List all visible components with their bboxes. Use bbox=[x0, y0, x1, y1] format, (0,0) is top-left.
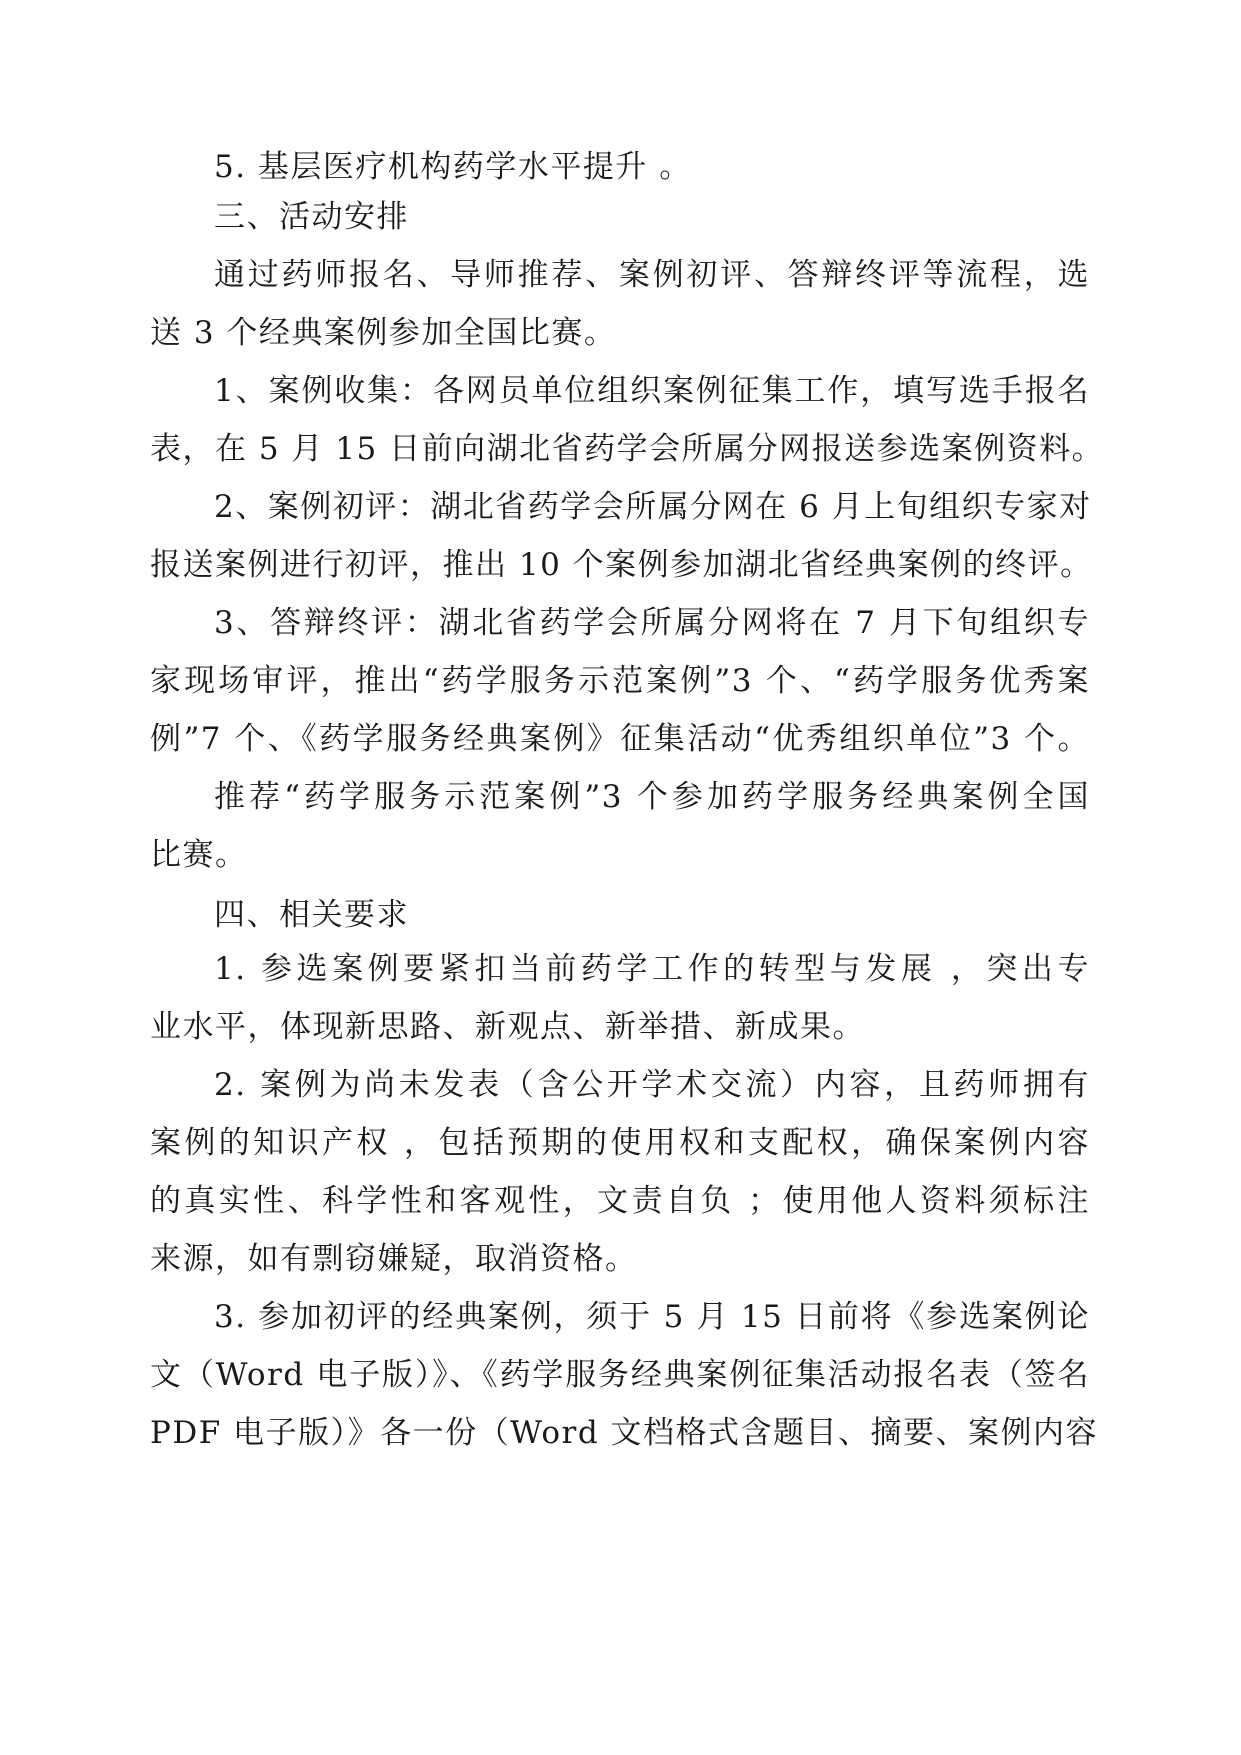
paragraph-line: 3. 参加初评的经典案例，须于 5 月 15 日前将《参选案例论 bbox=[214, 1299, 1090, 1335]
paragraph-line: 2、案例初评：湖北省药学会所属分网在 6 月上旬组织专家对 bbox=[214, 489, 1092, 525]
paragraph-line: 1. 参选案例要紧扣当前药学工作的转型与发展 ，突出专 bbox=[214, 951, 1090, 987]
paragraph-line: 报送案例进行初评，推出 10 个案例参加湖北省经典案例的终评。 bbox=[150, 547, 1093, 583]
paragraph-line: 业水平，体现新思路、新观点、新举措、新成果。 bbox=[150, 1009, 865, 1045]
section-heading-3: 三、活动安排 bbox=[214, 199, 409, 235]
section-heading-4: 四、相关要求 bbox=[214, 897, 409, 933]
paragraph-line: 比赛。 bbox=[150, 837, 248, 873]
paragraph-line: 案例的知识产权 ，包括预期的使用权和支配权，确保案例内容 bbox=[150, 1125, 1090, 1161]
paragraph-line: 文（Word 电子版）》、《药学服务经典案例征集活动报名表（签名 bbox=[150, 1357, 1090, 1393]
paragraph-line: 表，在 5 月 15 日前向湖北省药学会所属分网报送参选案例资料。 bbox=[150, 431, 1105, 467]
list-item-5: 5. 基层医疗机构药学水平提升 。 bbox=[214, 149, 692, 185]
paragraph-line: 来源，如有剽窃嫌疑，取消资格。 bbox=[150, 1241, 638, 1277]
paragraph-line: 推荐“药学服务示范案例”3 个参加药学服务经典案例全国 bbox=[214, 779, 1090, 815]
paragraph-line: 通过药师报名、导师推荐、案例初评、答辩终评等流程，选 bbox=[214, 257, 1090, 293]
paragraph-line: 家现场审评，推出“药学服务示范案例”3 个、“药学服务优秀案 bbox=[150, 663, 1090, 699]
paragraph-line: 例”7 个、《药学服务经典案例》征集活动“优秀组织单位”3 个。 bbox=[150, 721, 1090, 757]
paragraph-line: PDF 电子版）》各一份（Word 文档格式含题目、摘要、案例内容 bbox=[150, 1415, 1099, 1451]
paragraph-line: 送 3 个经典案例参加全国比赛。 bbox=[150, 315, 617, 351]
paragraph-line: 2. 案例为尚未发表（含公开学术交流）内容，且药师拥有 bbox=[214, 1067, 1090, 1103]
paragraph-line: 3、答辩终评：湖北省药学会所属分网将在 7 月下旬组织专 bbox=[214, 605, 1090, 641]
paragraph-line: 的真实性、科学性和客观性，文责自负 ；使用他人资料须标注 bbox=[150, 1183, 1090, 1219]
paragraph-line: 1、案例收集：各网员单位组织案例征集工作，填写选手报名 bbox=[214, 373, 1090, 409]
